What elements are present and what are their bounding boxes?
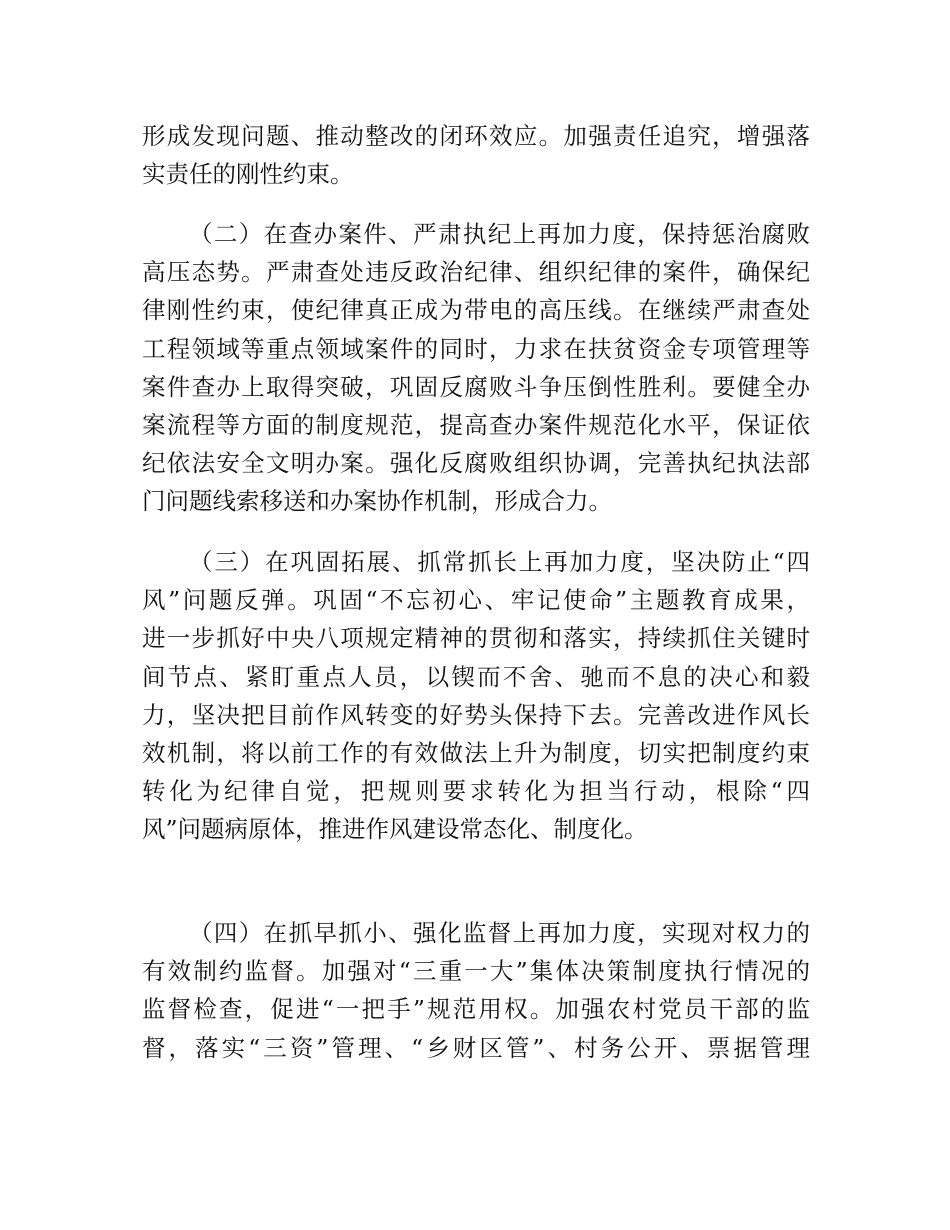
text-line: 实责任的刚性约束。 — [142, 160, 354, 189]
text-line: 律刚性约束，使纪律真正成为带电的高压线。在继续严肃查处 — [142, 296, 810, 325]
paragraph-section-4 — [142, 914, 810, 1067]
text-line: 力，坚决把目前作风转变的好势头保持下去。完善改进作风长 — [142, 700, 810, 729]
text-line: 高压态势。严肃查处违反政治纪律、组织纪律的案件，确保纪 — [142, 258, 810, 287]
paragraph-continuation — [142, 117, 810, 193]
text-line: 案件查办上取得突破，巩固反腐败斗争压倒性胜利。要健全办 — [142, 372, 810, 401]
text-line: （二）在查办案件、严肃执纪上再加力度，保持惩治腐败 — [189, 220, 810, 248]
text-line: 门问题线索移送和办案协作机制，形成合力。 — [142, 487, 612, 516]
paragraph-section-2 — [142, 215, 810, 521]
text-line: 形成发现问题、推动整改的闭环效应。加强责任追究，增强落 — [142, 122, 810, 150]
text-line: 有效制约监督。加强对“三重一大”集体决策制度执行情况的 — [142, 957, 810, 986]
text-line: 进一步抓好中央八项规定精神的贯彻和落实，持续抓住关键时 — [142, 624, 810, 653]
text-line: （三）在巩固拓展、抓常抓长上再加力度，坚决防止“四 — [189, 548, 810, 576]
text-line: 督，落实“三资”管理、“乡财区管”、村务公开、票据管理 — [142, 1033, 810, 1062]
text-line: 风”问题反弹。巩固“不忘初心、牢记使命”主题教育成果， — [142, 586, 810, 615]
text-line: 工程领域等重点领域案件的同时，力求在扶贫资金专项管理等 — [142, 334, 810, 363]
text-line: 监督检查，促进“一把手”规范用权。加强农村党员干部的监 — [142, 995, 810, 1024]
text-line: 纪依法安全文明办案。强化反腐败组织协调，完善执纪执法部 — [142, 449, 810, 478]
text-line: 效机制，将以前工作的有效做法上升为制度，切实把制度约束 — [142, 738, 810, 767]
paragraph-section-3 — [142, 543, 810, 849]
text-line: 间节点、紧盯重点人员，以锲而不舍、驰而不息的决心和毅 — [142, 662, 810, 691]
text-line: 转化为纪律自觉，把规则要求转化为担当行动，根除“四 — [142, 777, 810, 806]
text-line: （四）在抓早抓小、强化监督上再加力度，实现对权力的 — [189, 919, 810, 947]
text-line: 风”问题病原体，推进作风建设常态化、制度化。 — [142, 815, 648, 844]
text-line: 案流程等方面的制度规范，提高查办案件规范化水平，保证依 — [142, 410, 810, 439]
